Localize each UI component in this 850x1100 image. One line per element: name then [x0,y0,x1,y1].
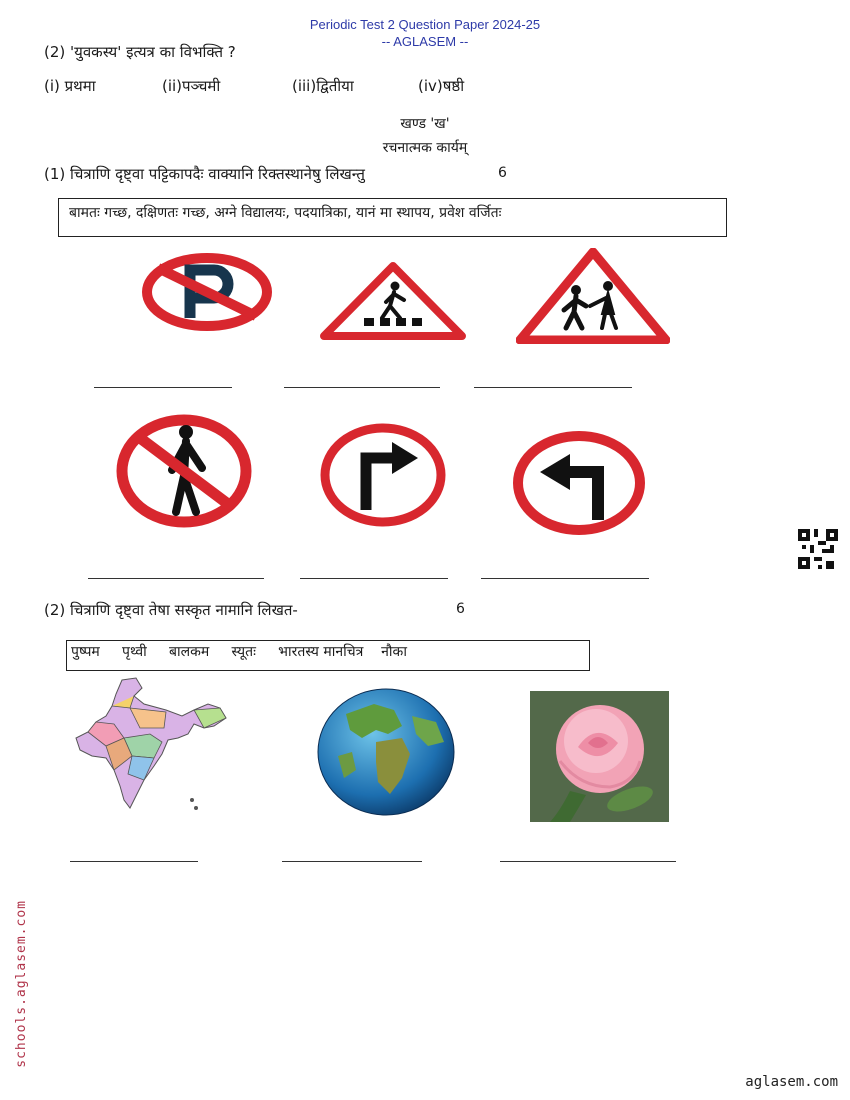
answer-line[interactable] [282,861,422,862]
option-2: (ii)पञ्चमी [162,77,221,95]
pedestrian-crossing-sign-icon [320,262,466,340]
question-1: (1) चित्राणि दृष्ट्वा पट्टिकापदैः वाक्यानि रिक्तस्थानेषु लिखन्तु [44,165,365,183]
section-title: खण्ड 'ख' [400,116,450,132]
answer-line[interactable] [284,387,440,388]
turn-right-sign-icon [318,422,448,528]
question-2-marks: 6 [456,601,465,617]
paper-title: Periodic Test 2 Question Paper 2024-25 [309,17,541,32]
qr-code-icon [798,529,838,573]
india-map-icon [70,676,230,818]
answer-line[interactable] [300,578,448,579]
turn-left-sign-icon [510,430,648,536]
answer-line[interactable] [70,861,198,862]
answer-line[interactable] [481,578,649,579]
earth-globe-icon [316,686,456,818]
no-pedestrians-sign-icon [114,414,254,528]
word-box-2: पुष्पम पृथ्वी बालकम स्यूतः भारतस्य मानचित्र नौका [66,640,590,671]
option-3: (iii)द्वितीया [292,77,354,95]
word-box-1: बामतः गच्छ, दक्षिणतः गच्छ, अग्ने विद्यालयः, पदयात्रिका, यानं मा स्थापय, प्रवेश वर्जितः [58,198,727,237]
question-1-marks: 6 [498,165,507,181]
side-watermark-url: schools.aglasem.com [14,900,29,1068]
answer-line[interactable] [500,861,676,862]
option-1: (i) प्रथमा [44,77,96,95]
answer-line[interactable] [474,387,632,388]
option-4: (iv)षष्ठी [418,77,465,95]
pink-rose-icon [530,691,669,822]
footer-url: aglasem.com [745,1074,838,1090]
school-ahead-sign-icon [516,248,670,344]
answer-line[interactable] [94,387,232,388]
question-2: (2) चित्राणि दृष्ट्वा तेषा सस्कृत नामानि लिखत- [44,601,298,619]
paper-subtitle: -- AGLASEM -- [381,34,469,49]
question-prev: (2) 'युवकस्य' इत्यत्र का विभक्ति ? [44,43,236,61]
answer-line[interactable] [88,578,264,579]
no-parking-sign-icon [140,252,274,332]
section-subtitle: रचनात्मक कार्यम् [382,140,468,156]
